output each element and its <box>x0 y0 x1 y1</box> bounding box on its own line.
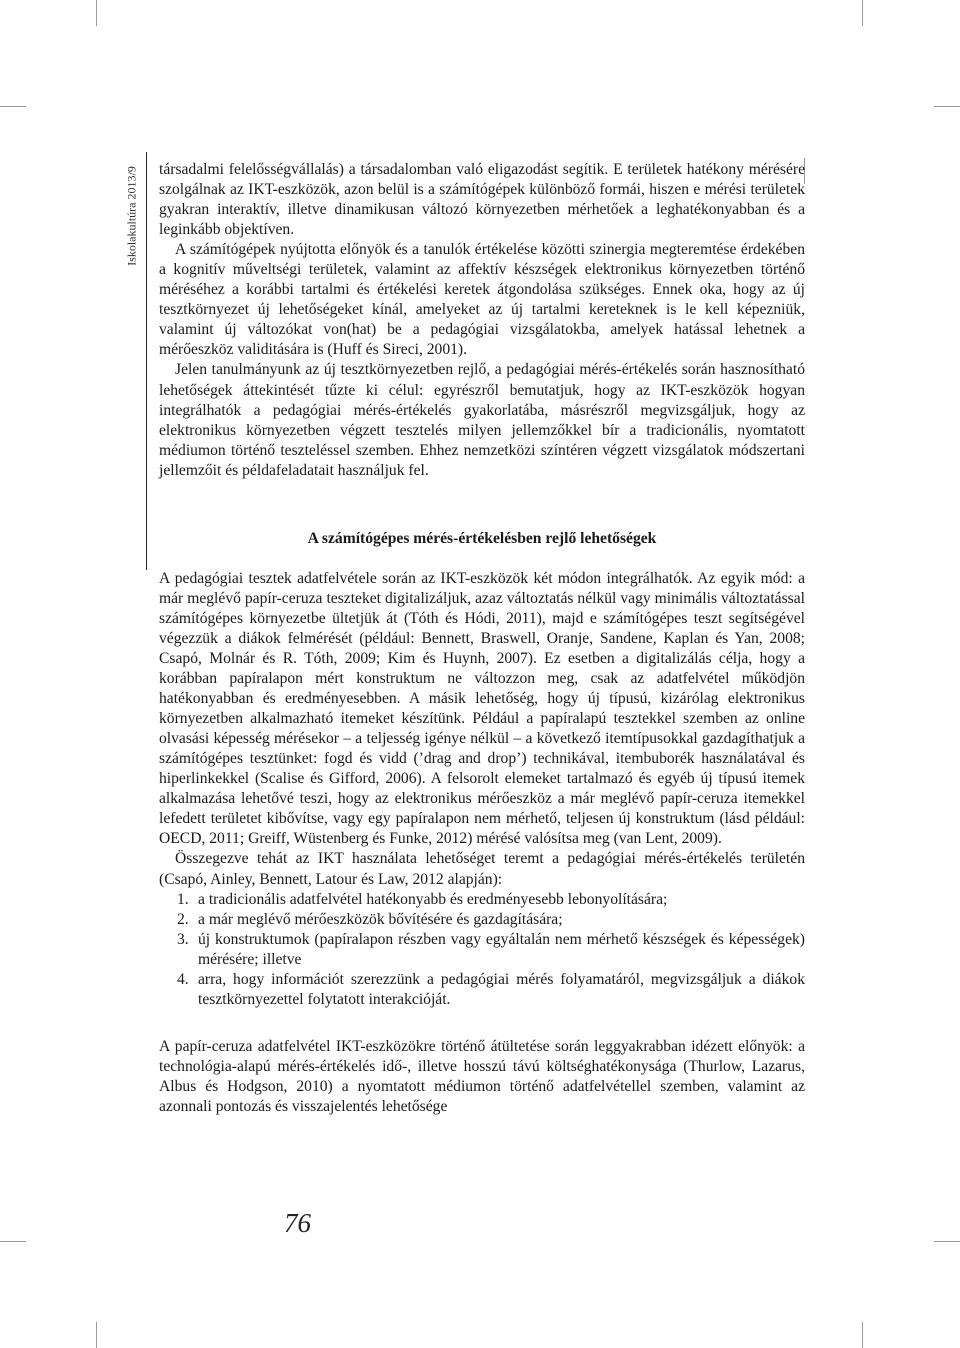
list-text: arra, hogy információt szerezzünk a pedagógiai mérés folyamatáról, megvizsgáljuk a diákok tesztkörnyezettel folytatott interakcióját. <box>198 970 805 1008</box>
paragraph: A számítógépek nyújtotta előnyök és a tanulók értékelése közötti szinergia megteremtése érdekében a kognitív műveltségi területek, valamint az affektív készségek elektronikus környezetben történő méréséhez a korábbi tartalmi és értékelési keretek átgondolása szükséges. Ennek oka, hogy az új tesztkörnyezet új lehetőségeket kínál, amelyeket az új tartalmi kereteknek is le kell képezniük, valamint új változókat von(hat) be a pedagógiai vizsgálatokba, amelyek hatással lehetnek a mérőeszköz validitására is (Huff és Sireci, 2001). <box>159 241 805 359</box>
list-text: a tradicionális adatfelvétel hatékonyabb és eredményesebb lebonyolítására; <box>198 890 668 908</box>
crop-mark <box>862 1322 863 1348</box>
page-number: 76 <box>284 1208 311 1238</box>
list-number: 3. <box>177 930 189 948</box>
crop-mark <box>862 0 863 26</box>
list-number: 4. <box>177 970 189 988</box>
margin-rule <box>146 152 147 570</box>
crop-mark <box>96 1322 97 1348</box>
list-text: új konstruktumok (papíralapon részben vagy egyáltalán nem mérhető készségek és képességek) mérésére; illetve <box>198 930 805 968</box>
paragraph: A papír-ceruza adatfelvétel IKT-eszközökre történő átültetése során leggyakrabban idézett előnyök: a technológia-alapú mérés-értékelés idő-, illetve hosszú távú költséghatékonysága (Thurlow, Lazarus, Albus és Hodgson, 2010) a nyomtatott médiumon történő adatfelvétellel szemben, valamint az azonnali pontozás és visszajelentés lehetősége <box>159 1037 805 1115</box>
list-item <box>159 970 805 1010</box>
running-head <box>118 158 146 274</box>
paragraph: Összegezve tehát az IKT használata lehetőséget teremt a pedagógiai mérés-értékelés területén (Csapó, Ainley, Bennett, Latour és Law, 2012 alapján): <box>159 850 805 888</box>
list-number: 1. <box>177 890 189 908</box>
list-number: 2. <box>177 910 189 928</box>
crop-mark <box>96 0 97 26</box>
crop-mark <box>0 106 26 107</box>
list-item <box>159 930 805 970</box>
crop-mark <box>934 106 960 107</box>
paragraph: Jelen tanulmányunk az új tesztkörnyezetben rejlő, a pedagógiai mérés-értékelés során hasznosítható lehetőségek áttekintését tűzte ki célul: egyrészről bemutatjuk, hogy az IKT-eszközök hogyan integrálhatók a pedagógiai mérés-értékelés gyakorlatába, másrészről megvizsgáljuk, hogy az elektronikus környezetben végzett tesztelés milyen jellemzőkkel bír a tradicionális, nyomtatott médiumon történő teszteléssel szemben. Ehhez nemzetközi színtéren végzett vizsgálatok módszertani jellemzőit és példafeladatait használjuk fel. <box>159 361 805 479</box>
paragraph: A pedagógiai tesztek adatfelvétele során az IKT-eszközök két módon integrálhatók. Az egyik mód: a már meglévő papír-ceruza teszteket digitalizáljuk, azaz változtatás nélkül vagy minimális változtatással számítógépes környezetbe ültetjük át (Tóth és Hódi, 2011), majd e számítógépes teszt segítségével végezzük a diákok felmérését (például: Bennett, Braswell, Oranje, Sandene, Kaplan és Yan, 2008; Csapó, Molnár és R. Tóth, 2009; Kim és Huynh, 2007). Ez esetben a digitalizálás célja, hogy a korábban papíralapon mért konstruktum ne változzon meg, csak az adatfelvétel működjön hatékonyabban és eredményesebben. A másik lehetőség, hogy új típusú, kizárólag elektronikus környezetben alkalmazható itemeket készítünk. Például a papíralapú tesztekkel szemben az online olvasási képesség mérésekor – a teljesség igénye nélkül – a következő itemtípusokkal gazdagíthatjuk a számítógépes tesztünket: fogd és vidd (’drag and drop’) technikával, itembuborék használatával és hiperlinkekkel (Scalise és Gifford, 2006). A felsorolt elemeket tartalmazó és egyéb új típusú itemek alkalmazása lehetővé teszi, hogy az elektronikus mérőeszköz a már meglévő papír-ceruza itemekkel lefedett területet kibővítse, vagy egy papíralapon nem mérhető, teljesen új konstruktum (lásd például: OECD, 2011; Greiff, Wüstenberg és Funke, 2012) mérésé valósítsa meg (van Lent, 2009). <box>159 569 805 848</box>
list-item <box>159 890 805 910</box>
paragraph: társadalmi felelősségvállalás) a társadalomban való eligazodást segítik. E területek hatékony mérésére szolgálnak az IKT-eszközök, azon belül is a számítógépek különböző formái, hiszen e mérési területek gyakran interaktív, illetve dinamikusan változó környezetben mérhetőek a leghatékonyabban és a leginkább objektíven. <box>159 161 805 239</box>
list-item <box>159 910 805 930</box>
running-head-text: Iskolakultúra 2013/9 <box>124 166 139 266</box>
list-text: a már meglévő mérőeszközök bővítésére és gazdagítására; <box>198 910 563 928</box>
section-heading: A számítógépes mérés-értékelésben rejlő lehetőségek <box>307 529 657 547</box>
crop-mark <box>934 1241 960 1242</box>
numbered-list <box>159 890 805 1010</box>
crop-mark <box>0 1241 26 1242</box>
body-text <box>159 160 805 1117</box>
